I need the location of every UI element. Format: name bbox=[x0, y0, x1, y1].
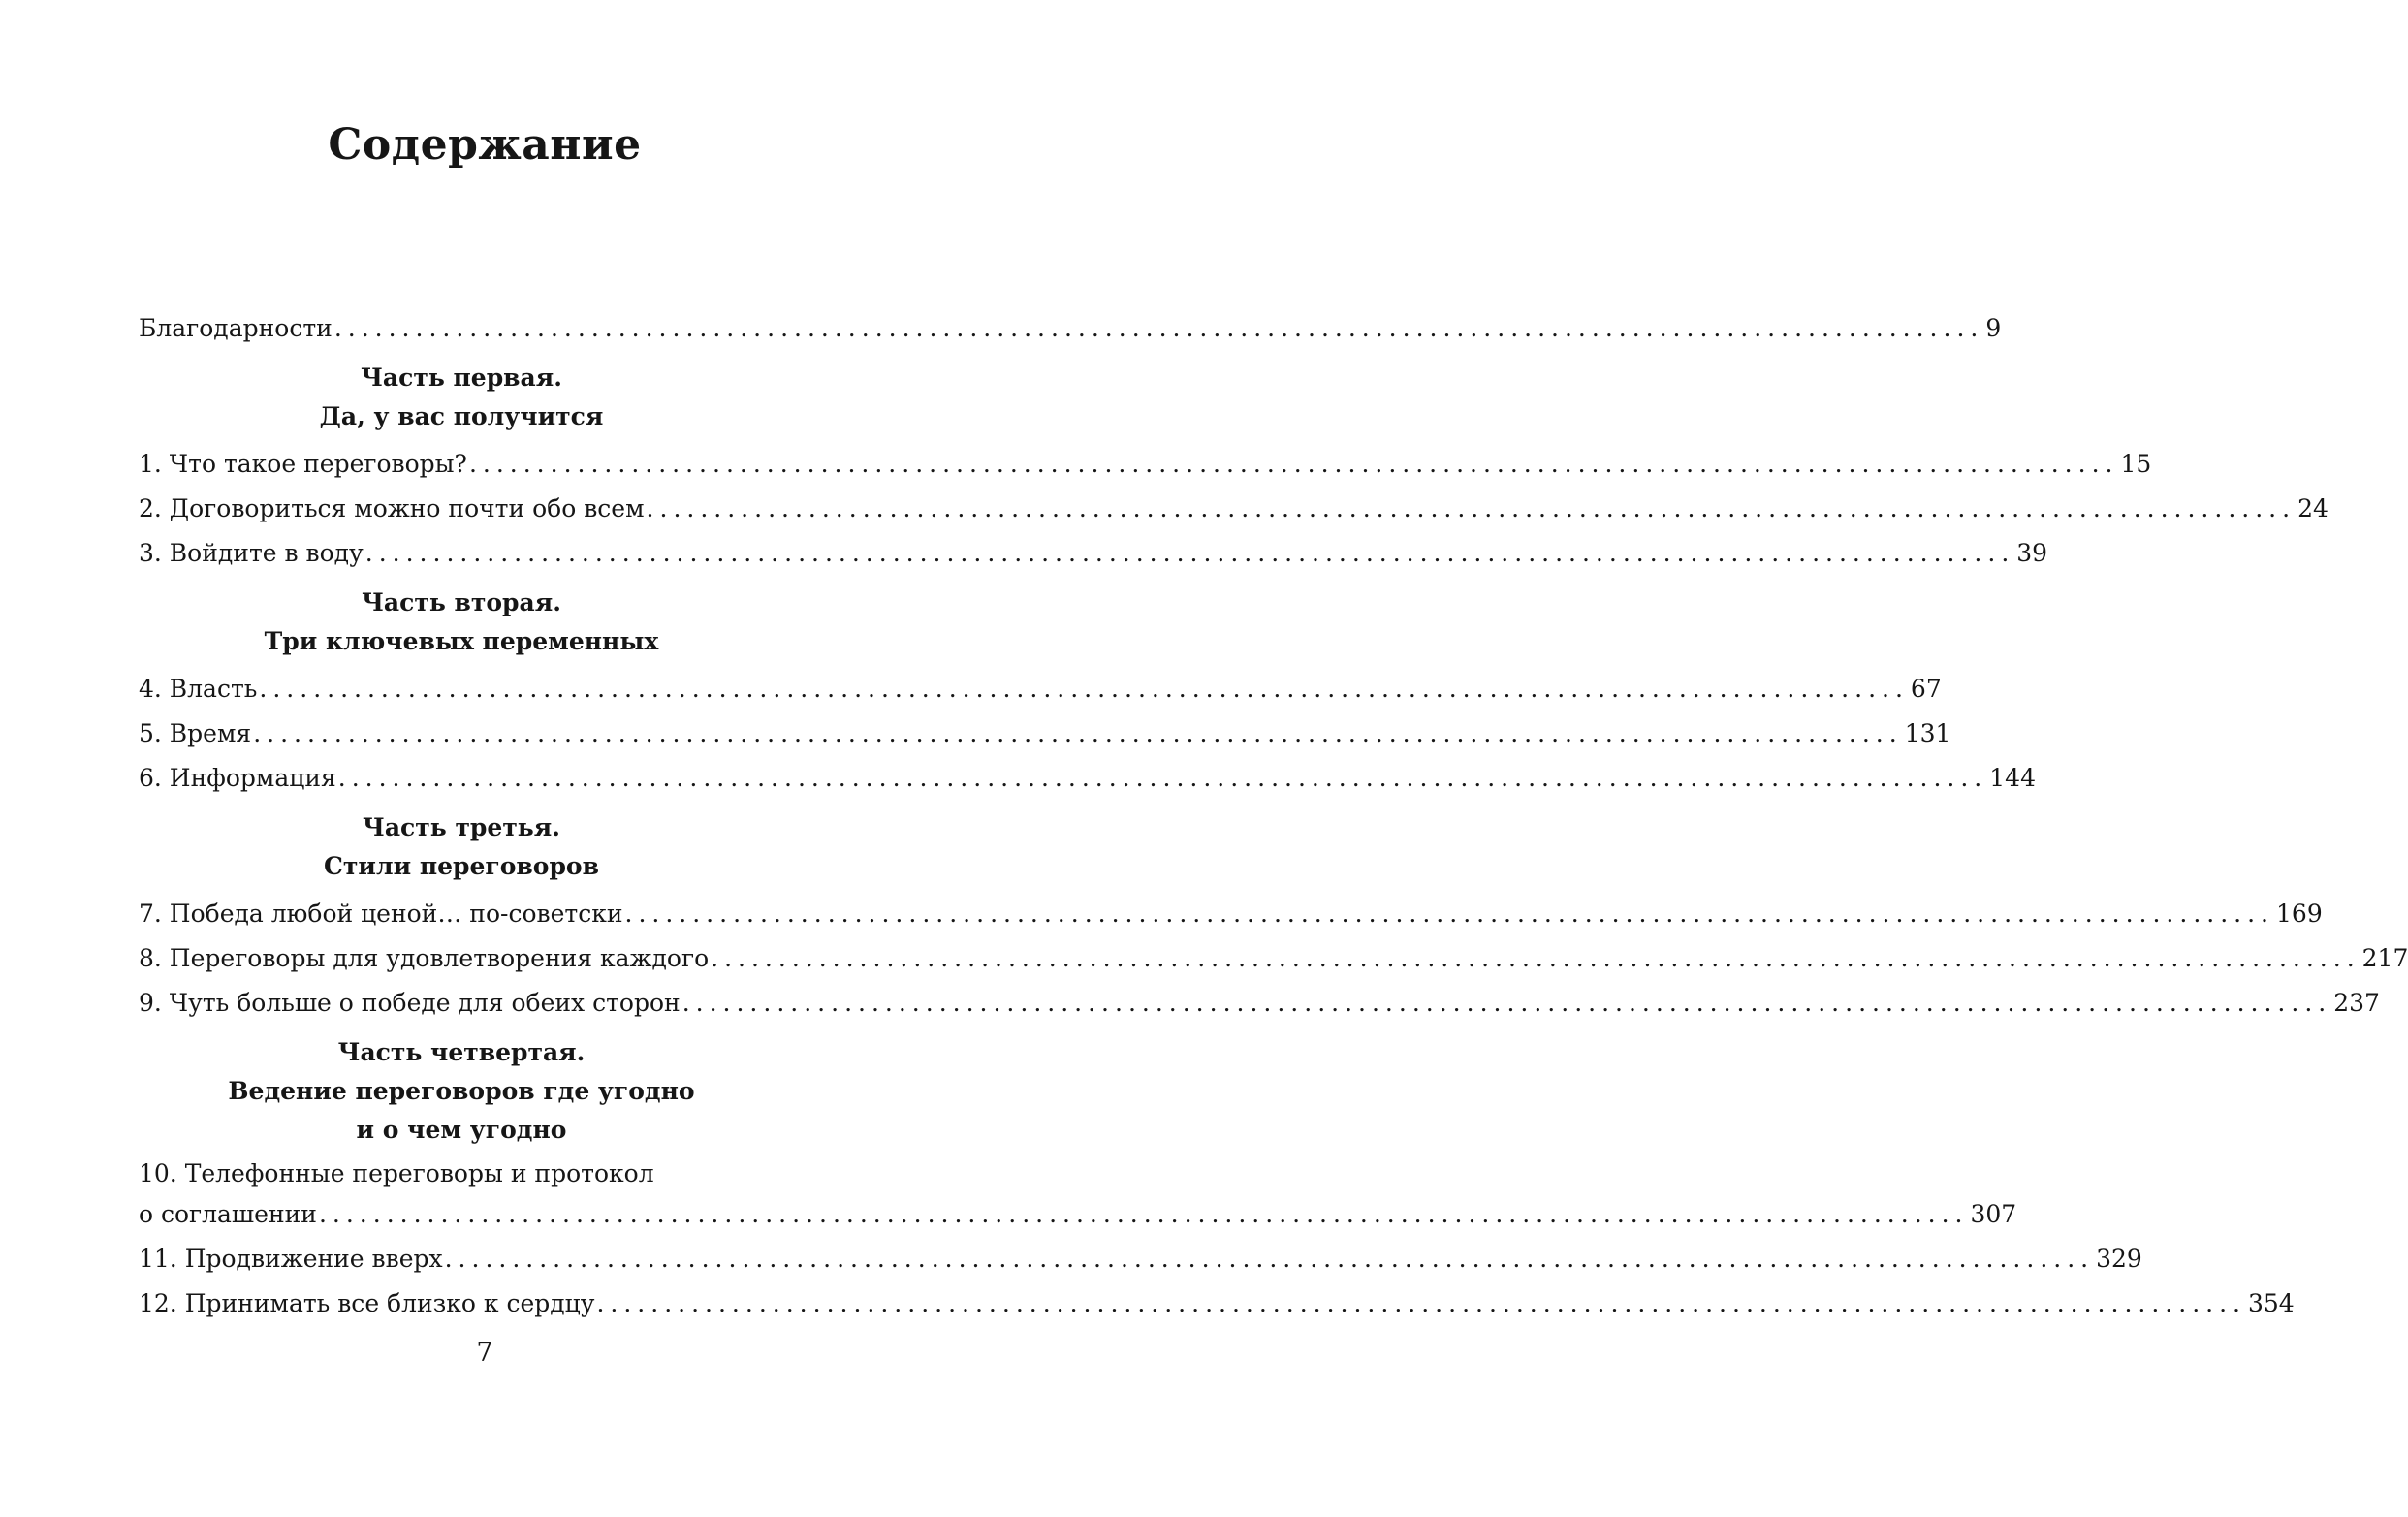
part-heading-title: Ведение переговоров где угодно bbox=[228, 1077, 695, 1105]
dot-leader: .......................................................................................................................... bbox=[444, 1245, 2095, 1273]
toc-entry-page: 144 bbox=[1989, 764, 2036, 792]
part-heading-label: Часть четвертая. bbox=[337, 1038, 586, 1066]
toc-entry-title: 3. Войдите в воду bbox=[139, 539, 364, 567]
dot-leader: .......................................................................................................................... bbox=[596, 1289, 2246, 1317]
toc-entry-page: 9 bbox=[1985, 314, 2002, 342]
dot-leader: .......................................................................................................................... bbox=[468, 450, 2119, 478]
dot-leader: .......................................................................................................................... bbox=[337, 764, 1988, 792]
part-heading-title: Три ключевых переменных bbox=[264, 627, 659, 655]
toc-entry-title: 12. Принимать все близко к сердцу bbox=[139, 1289, 595, 1317]
dot-leader: .......................................................................................................................... bbox=[364, 539, 2015, 567]
toc-entry-page: 169 bbox=[2276, 900, 2323, 928]
part-heading-title: Стили переговоров bbox=[324, 852, 599, 880]
toc-entry-title: 2. Договориться можно почти обо всем bbox=[139, 494, 645, 522]
toc-entry-title: 10. Телефонные переговоры и протокол bbox=[139, 1159, 654, 1187]
toc-entry-page: 24 bbox=[2297, 494, 2329, 522]
toc-entry-page: 217 bbox=[2361, 944, 2408, 972]
part-heading-label: Часть первая. bbox=[361, 363, 562, 392]
toc-entry-first-line bbox=[139, 1155, 784, 1192]
toc-entry-page: 67 bbox=[1910, 675, 1942, 703]
toc-entry bbox=[139, 1281, 2295, 1326]
toc-entry-page: 237 bbox=[2333, 989, 2380, 1017]
toc-entry bbox=[139, 531, 2048, 576]
toc-entry bbox=[139, 936, 2408, 981]
toc-entry-title: о соглашении bbox=[139, 1200, 317, 1228]
toc-entry-page: 39 bbox=[2016, 539, 2048, 567]
toc-entry-title: 1. Что такое переговоры? bbox=[139, 450, 467, 478]
page-number: 7 bbox=[476, 1338, 493, 1368]
dot-leader: .......................................................................................................................... bbox=[681, 989, 2332, 1017]
toc-entry bbox=[139, 711, 1951, 756]
part-heading-label: Часть вторая. bbox=[362, 588, 561, 616]
dot-leader: .......................................................................................................................... bbox=[333, 314, 1984, 342]
toc-entry bbox=[139, 892, 2323, 936]
toc-entry-page: 15 bbox=[2120, 450, 2152, 478]
dot-leader: .......................................................................................................................... bbox=[646, 494, 2297, 522]
page-title: Содержание bbox=[328, 120, 642, 170]
part-heading-title: Да, у вас получится bbox=[319, 402, 604, 430]
dot-leader: .......................................................................................................................... bbox=[259, 675, 1909, 703]
table-of-contents bbox=[139, 306, 2408, 1326]
toc-entry-page: 329 bbox=[2096, 1245, 2142, 1273]
toc-entry-title: 4. Власть bbox=[139, 675, 258, 703]
toc-entry-title: 6. Информация bbox=[139, 764, 336, 792]
dot-leader: .......................................................................................................................... bbox=[253, 719, 1903, 747]
dot-leader: .......................................................................................................................... bbox=[318, 1200, 1969, 1228]
toc-entry-title: 5. Время bbox=[139, 719, 252, 747]
toc-entry-page: 131 bbox=[1904, 719, 1951, 747]
toc-entry bbox=[139, 667, 1942, 711]
toc-entry bbox=[139, 442, 2152, 487]
toc-entry-title: 7. Победа любой ценой… по-советски bbox=[139, 900, 623, 928]
toc-entry-title: 8. Переговоры для удовлетворения каждого bbox=[139, 944, 710, 972]
toc-entry bbox=[139, 756, 2036, 801]
toc-entry bbox=[139, 1237, 2142, 1281]
part-heading-title-continued: и о чем угодно bbox=[356, 1116, 567, 1144]
toc-entry-acknowledgements bbox=[139, 306, 2002, 351]
toc-entry-page: 307 bbox=[1970, 1200, 2017, 1228]
toc-entry-title: Благодарности bbox=[139, 314, 333, 342]
toc-entry-title: 9. Чуть больше о победе для обеих сторон bbox=[139, 989, 681, 1017]
dot-leader: .......................................................................................................................... bbox=[624, 900, 2275, 928]
toc-entry bbox=[139, 487, 2329, 531]
toc-entry bbox=[139, 1192, 2017, 1237]
toc-entry bbox=[139, 981, 2380, 1026]
toc-entry-title: 11. Продвижение вверх bbox=[139, 1245, 443, 1273]
part-heading-label: Часть третья. bbox=[363, 813, 560, 841]
toc-entry-page: 354 bbox=[2247, 1289, 2295, 1317]
dot-leader: .......................................................................................................................... bbox=[711, 944, 2360, 972]
